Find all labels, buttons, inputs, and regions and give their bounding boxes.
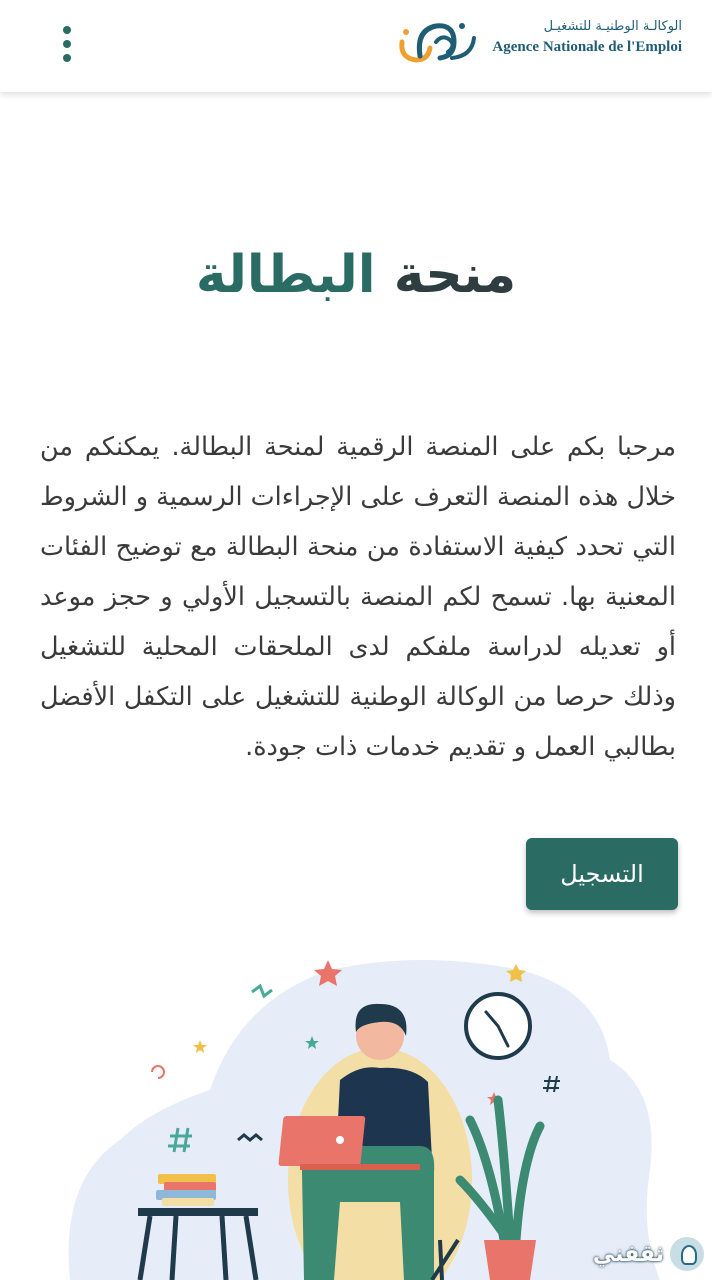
menu-dot [63, 54, 71, 62]
person-with-laptop-illustration [0, 940, 712, 1280]
kebab-menu-icon[interactable] [52, 24, 82, 64]
page-title-word-2: البطالة [195, 245, 376, 305]
agency-logo-mark-icon [392, 12, 484, 72]
site-watermark [593, 1232, 704, 1276]
watermark-text: ثقفني [592, 1241, 664, 1267]
page-title [0, 245, 712, 305]
lightbulb-icon [670, 1237, 704, 1271]
menu-dot [63, 26, 71, 34]
agency-logo[interactable] [392, 12, 682, 72]
menu-dot [63, 40, 71, 48]
intro-paragraph: مرحبا بكم على المنصة الرقمية لمنحة البطالة. يمكنكم من خلال هذه المنصة التعرف على الإجراءات الرسمية و الشروط التي تحدد كيفية الاستفادة من منحة البطالة مع توضيح الفئات المعنية بها. تسمح لكم المنصة بالتسجيل الأولي و حجز موعد أو تعديله لدراسة ملفكم لدى الملحقات المحلية للتشغيل وذلك حرصا من الوكالة الوطنية للتشغيل على التكفل الأفضل بطالبي العمل و تقديم خدمات ذات جودة. [40, 432, 676, 762]
top-app-bar [0, 0, 712, 92]
agency-name-arabic: الوكالـة الوطنيـة للتشغيـل [543, 19, 682, 34]
page-title-word-1: منحة [393, 245, 517, 305]
register-button[interactable]: التسجيل [526, 838, 678, 910]
agency-logo-text [492, 18, 682, 58]
agency-name-french: Agence Nationale de l'Emploi [492, 39, 682, 55]
